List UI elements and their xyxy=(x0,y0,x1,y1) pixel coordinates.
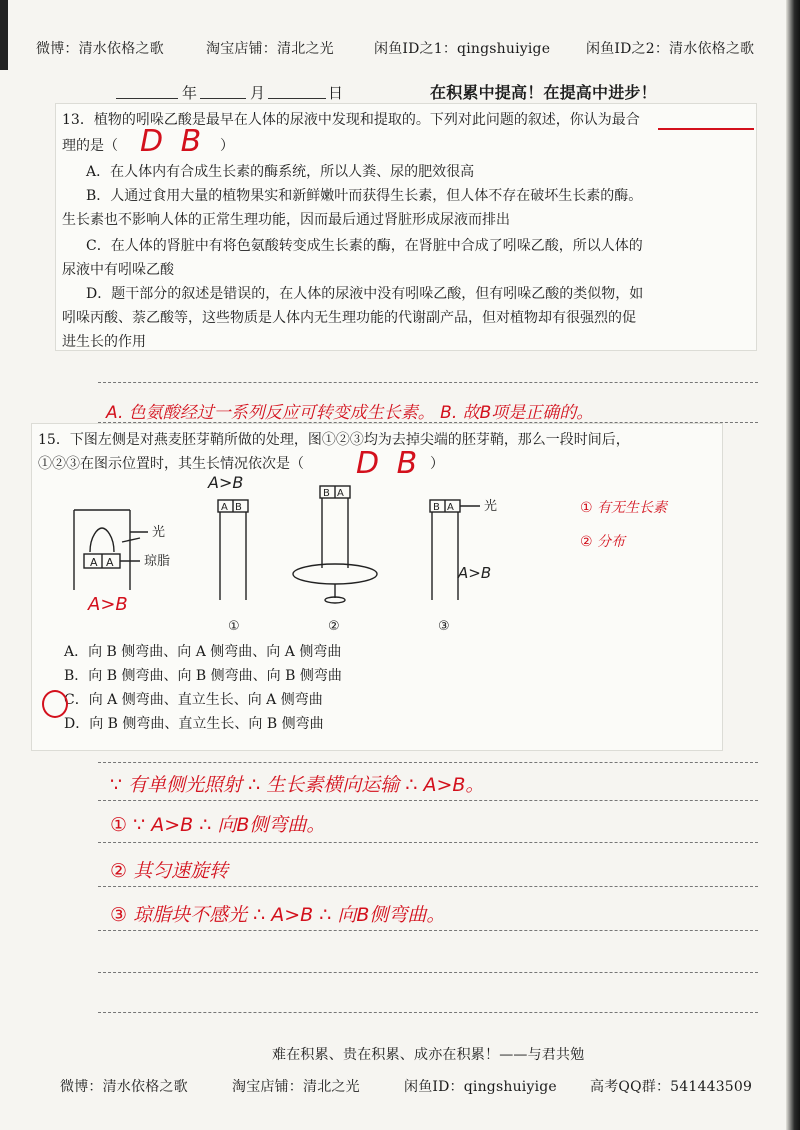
c1-label-b: B xyxy=(235,502,242,513)
footer-qq: 高考QQ群：541443509 xyxy=(590,1079,753,1095)
q13-option-d2: 吲哚丙酸、萘乙酸等，这些物质是人体内无生理功能的代谢副产品，但对植物却有很强烈的促 xyxy=(62,310,636,326)
footer-taobao: 淘宝店铺：清北之光 xyxy=(232,1079,360,1095)
q15-stem-line2: ①②③在图示位置时，其生长情况依次是（ xyxy=(38,456,304,472)
q13-handwritten-answer: D B xyxy=(140,124,206,159)
q15-option-c: C．向 A 侧弯曲、直立生长、向 A 侧弯曲 xyxy=(64,692,323,708)
selected-option-circle xyxy=(42,690,68,718)
writing-line xyxy=(98,382,758,383)
analysis-line-1: ∵ 有单侧光照射 ∴ 生长素横向运输 ∴ A>B。 xyxy=(110,774,485,796)
writing-line xyxy=(98,972,758,973)
c2-label-b: B xyxy=(323,488,330,499)
writing-line xyxy=(98,886,758,887)
q13-stem-line2: 理的是（ xyxy=(62,138,118,154)
page-binding-tab xyxy=(0,0,8,70)
q13-stem-close: ） xyxy=(220,138,234,154)
q15-option-a: A．向 B 侧弯曲、向 A 侧弯曲、向 A 侧弯曲 xyxy=(64,644,342,660)
hw-right-a-gt-b: A>B xyxy=(458,564,492,582)
q15-stem-close: ） xyxy=(430,456,444,472)
header-xianyu-1: 闲鱼ID之1：qingshuiyige xyxy=(374,41,551,57)
c2-label-a: A xyxy=(337,488,344,499)
month-label: 月 xyxy=(250,84,266,102)
header-weibo: 微博：清水依格之歌 xyxy=(36,41,164,57)
writing-line xyxy=(98,1012,758,1013)
q13-option-a: A．在人体内有合成生长素的酶系统，所以人粪、尿的肥效很高 xyxy=(86,164,475,180)
writing-line xyxy=(98,422,758,423)
q13-option-b1: B．人通过食用大量的植物果实和新鲜嫩叶而获得生长素，但人体不存在破坏生长素的酶。 xyxy=(86,188,643,204)
hw-top-a-gt-b: A>B xyxy=(208,473,244,492)
q13-option-c2: 尿液中有吲哚乙酸 xyxy=(62,262,174,278)
left-setup-diagram xyxy=(74,510,148,590)
c3-label-a: A xyxy=(447,502,454,513)
day-blank xyxy=(268,98,326,99)
left-label-a2: A xyxy=(90,556,98,569)
q13-stem-line1: 13．植物的吲哚乙酸是最早在人体的尿液中发现和提取的。下列对此问题的叙述，你认为最合 xyxy=(62,112,640,128)
hw-note-2: ② 分布 xyxy=(580,534,626,550)
q13-option-d1: D．题干部分的叙述是错误的，在人体的尿液中没有吲哚乙酸，但有吲哚乙酸的类似物，如 xyxy=(86,286,644,302)
analysis-line-2: ① ∵ A>B ∴ 向B侧弯曲。 xyxy=(110,814,326,836)
analysis-line-4: ③ 琼脂块不感光 ∴ A>B ∴ 向B侧弯曲。 xyxy=(110,904,446,926)
year-label: 年 xyxy=(182,84,198,102)
light-label-right: 光 xyxy=(484,499,498,514)
header-xianyu-2: 闲鱼ID之2：清水依格之歌 xyxy=(586,41,755,57)
q15-handwritten-answer: D B xyxy=(356,446,422,481)
year-blank xyxy=(116,98,178,99)
q13-underline xyxy=(658,128,754,130)
q13-option-c1: C．在人体的肾脏中有将色氨酸转变成生长素的酶，在肾脏中合成了吲哚乙酸，所以人体的 xyxy=(86,238,643,254)
motto-top: 在积累中提高！在提高中进步！ xyxy=(430,83,657,102)
footer-weibo: 微博：清水依格之歌 xyxy=(60,1079,188,1095)
coleoptile-3-diagram xyxy=(430,500,480,600)
q13-option-d3: 进生长的作用 xyxy=(62,334,146,350)
footer-motto: 难在积累、贵在积累、成亦在积累！——与君共勉 xyxy=(272,1047,585,1063)
q15-diagram xyxy=(40,470,720,640)
hw-left-a-gt-b: A>B xyxy=(88,594,128,615)
coleoptile-1-diagram xyxy=(218,500,248,600)
c3-label-b: B xyxy=(433,502,440,513)
num-2: ② xyxy=(328,619,340,634)
q13-option-b2: 生长素也不影响人体的正常生理功能，因而最后通过肾脏形成尿液而排出 xyxy=(62,212,510,228)
q13-handwritten-note: A. 色氨酸经过一系列反应可转变成生长素。 B. 故B项是正确的。 xyxy=(106,403,594,423)
q15-stem-line1: 15．下图左侧是对燕麦胚芽鞘所做的处理，图①②③均为去掉尖端的胚芽鞘，那么一段时间后， xyxy=(38,432,630,448)
q15-option-b: B．向 B 侧弯曲、向 B 侧弯曲、向 B 侧弯曲 xyxy=(64,668,342,684)
c1-label-a: A xyxy=(221,502,228,513)
page-binding-edge xyxy=(786,0,800,1130)
writing-line xyxy=(98,762,758,763)
writing-line xyxy=(98,842,758,843)
month-blank xyxy=(200,98,246,99)
num-3: ③ xyxy=(438,619,450,634)
header-taobao: 淘宝店铺：清北之光 xyxy=(206,41,334,57)
coleoptile-2-diagram xyxy=(293,486,377,603)
analysis-line-3: ② 其匀速旋转 xyxy=(110,860,229,882)
num-1: ① xyxy=(228,619,240,634)
writing-line xyxy=(98,800,758,801)
day-label: 日 xyxy=(328,84,344,102)
left-label-a: A xyxy=(106,556,114,569)
writing-line xyxy=(98,930,758,931)
light-label-left: 光 xyxy=(152,525,166,540)
footer-xianyu: 闲鱼ID：qingshuiyige xyxy=(404,1079,557,1095)
agar-label: 琼脂 xyxy=(144,554,171,569)
hw-note-1: ① 有无生长素 xyxy=(580,500,668,516)
q15-option-d: D．向 B 侧弯曲、直立生长、向 B 侧弯曲 xyxy=(64,716,324,732)
